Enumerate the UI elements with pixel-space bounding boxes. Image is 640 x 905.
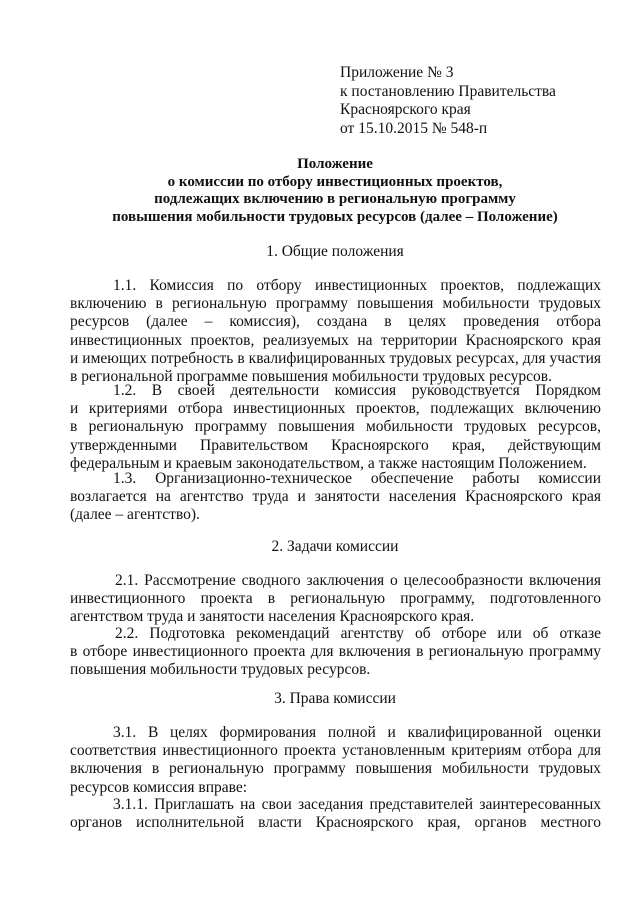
appendix-resolution: к постановлению Правительства xyxy=(340,82,556,100)
text-line: в региональной программе повышения мобильности трудовых ресурсов. xyxy=(70,368,552,386)
title-line: повышения мобильности трудовых ресурсов (далее – Положение) xyxy=(112,208,558,225)
title-line: Положение xyxy=(297,156,373,172)
text-line: включению в региональную программу повышения мобильности трудовых xyxy=(70,295,601,313)
title-line: подлежащих включению в региональную программу xyxy=(154,191,516,207)
section-heading-tasks: 2. Задачи комиссии xyxy=(271,538,399,555)
text-line: 1.3. Организационно-техническое обеспечение работы комиссии xyxy=(113,470,601,487)
paragraph-3-1 xyxy=(70,724,601,797)
paragraph-2-1 xyxy=(70,572,601,627)
text-line: агентством труда и занятости населения Красноярского края. xyxy=(70,608,475,626)
text-line: 2.1. Рассмотрение сводного заключения о целесообразности включения xyxy=(115,572,601,589)
text-line: и имеющих потребность в квалифицированных трудовых ресурсах, для участия xyxy=(70,349,601,367)
text-line: (далее – агентство). xyxy=(70,506,200,524)
title-line: о комиссии по отбору инвестиционных проектов, xyxy=(167,173,503,190)
text-line: включения в региональную программу повышения мобильности трудовых xyxy=(70,760,601,778)
text-line: инвестиционного проекта в региональную программу, подготовленного xyxy=(70,590,601,608)
paragraph-1-2 xyxy=(70,382,601,473)
appendix-region: Красноярского края xyxy=(340,101,471,118)
text-line: и критериями отбора инвестиционных проектов, подлежащих включению xyxy=(70,400,601,418)
text-line: в отборе инвестиционного проекта для включения в региональную программу xyxy=(70,643,601,661)
document-title xyxy=(70,156,600,226)
text-line: 1.1. Комиссия по отбору инвестиционных проектов, подлежащих xyxy=(113,277,601,294)
text-line: ресурсов (далее – комиссия), создана в целях проведения отбора xyxy=(70,313,601,331)
text-line: 3.1.1. Приглашать на свои заседания представителей заинтересованных xyxy=(113,796,601,813)
text-line: 3.1. В целях формирования полной и квалифицированной оценки xyxy=(113,724,601,741)
text-line: соответствия инвестиционного проекта установленным критериям отбора для xyxy=(70,742,601,760)
text-line: повышения мобильности трудовых ресурсов. xyxy=(70,661,371,679)
paragraph-1-3 xyxy=(70,470,601,525)
section-heading-general: 1. Общие положения xyxy=(266,243,404,260)
text-line: в региональную программу повышения мобильности трудовых ресурсов, xyxy=(70,418,601,436)
appendix-reference xyxy=(340,64,556,138)
paragraph-1-1 xyxy=(70,277,601,386)
appendix-date: от 15.10.2015 № 548-п xyxy=(340,119,488,137)
text-line: ресурсов комиссия вправе: xyxy=(70,778,248,796)
text-line: возлагается на агентство труда и занятости населения Красноярского края xyxy=(70,488,601,506)
text-line: федеральным и краевым законодательством, а также настоящим Положением. xyxy=(70,454,587,472)
paragraph-2-2 xyxy=(70,625,601,680)
text-line: 2.2. Подготовка рекомендаций агентству об отборе или об отказе xyxy=(115,625,601,642)
paragraph-3-1-1 xyxy=(70,796,601,832)
text-line: 1.2. В своей деятельности комиссия руководствуется Порядком xyxy=(113,382,601,399)
text-line: органов исполнительной власти Красноярского края, органов местного xyxy=(70,814,601,832)
text-line: утвержденными Правительством Красноярского края, действующим xyxy=(70,436,601,454)
section-heading-rights: 3. Права комиссии xyxy=(274,690,396,707)
text-line: инвестиционных проектов, реализуемых на территории Красноярского края xyxy=(70,331,601,349)
appendix-number: Приложение № 3 xyxy=(340,64,454,81)
